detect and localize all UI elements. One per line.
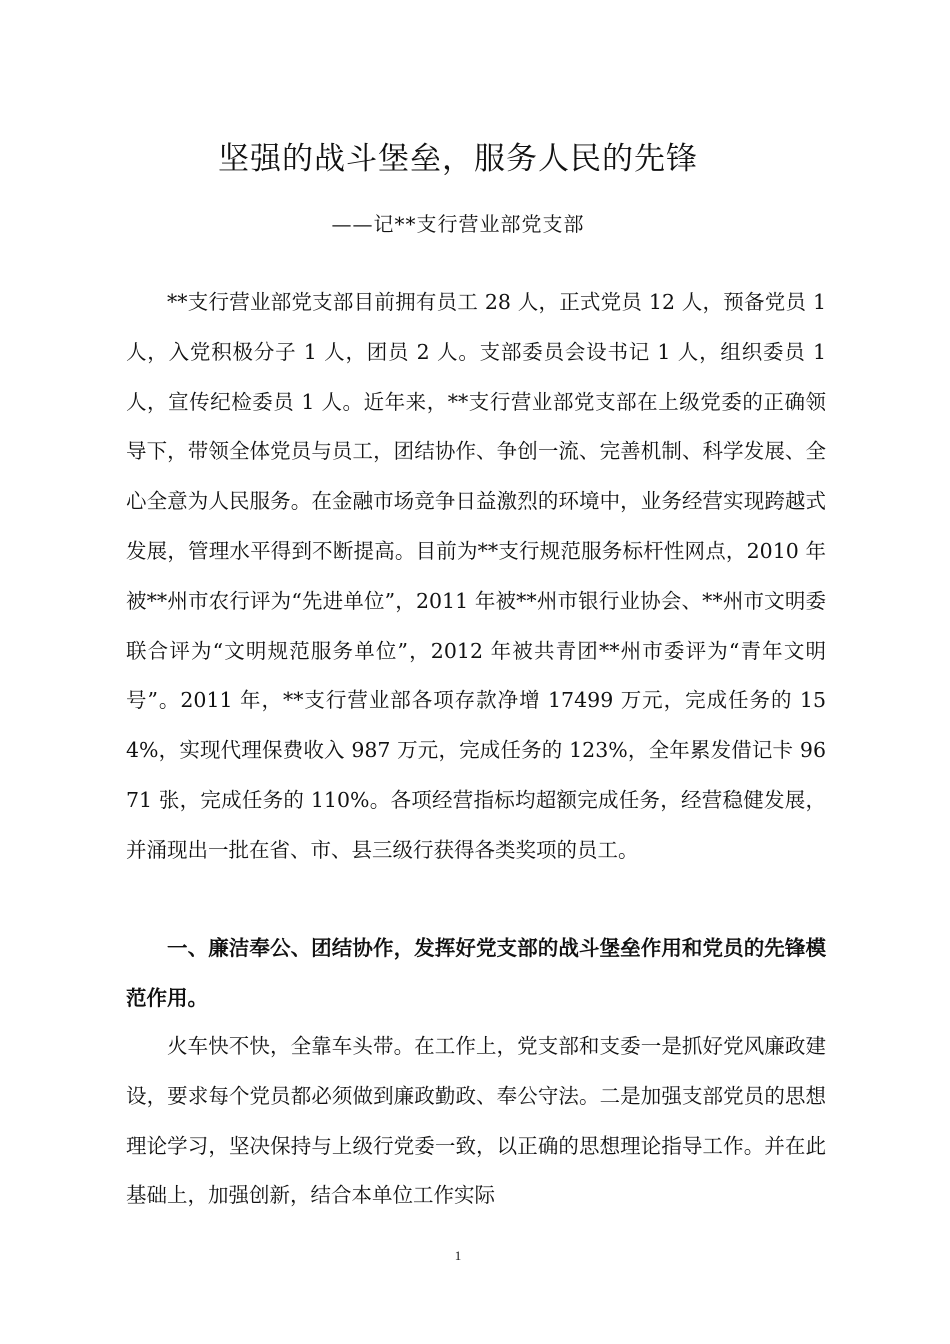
- document-title: 坚强的战斗堡垒，服务人民的先锋: [218, 141, 698, 177]
- document-subtitle: ——记**支行营业部党支部: [331, 212, 585, 236]
- body-paragraph-1: **支行营业部党支部目前拥有员工 28 人，正式党员 12 人，预备党员 1 人，入党积极分子 1 人，团员 2 人。支部委员会设书记 1 人，组织委员 1 人，宣传纪检委员 1 人。近年来，**支行营业部党支部在上级党委的正确领导下，带领全体党员与员工，团结协作、争创一流、完善机制、科学发展、全心全意为人民服务。在金融市场竞争日益激烈的环境中，业务经营实现跨越式发展，管理水平得到不断提高。目前为**支行规范服务标杆性网点，2010 年被**州市农行评为“先进单位”，2011 年被**州市银行业协会、**州市文明委联合评为“文明规范服务单位”，2012 年被共青团**州市委评为“青年文明号”。2011 年，**支行营业部各项存款净增 17499 万元，完成任务的 154%，实现代理保费收入 987 万元，完成任务的 123%，全年累发借记卡 9671 张，完成任务的 110%。各项经营指标均超额完成任务，经营稳健发展，并涌现出一批在省、市、县三级行获得各类奖项的员工。: [126, 290, 826, 862]
- section-heading: 一、廉洁奉公、团结协作，发挥好党支部的战斗堡垒作用和党员的先锋模范作用。: [126, 936, 826, 1010]
- page-number: 1: [454, 1248, 462, 1263]
- body-paragraph-2: 火车快不快，全靠车头带。在工作上，党支部和支委一是抓好党风廉政建设，要求每个党员都必须做到廉政勤政、奉公守法。二是加强支部党员的思想理论学习，坚决保持与上级行党委一致，以正确的思想理论指导工作。并在此基础上，加强创新，结合本单位工作实际: [126, 1034, 826, 1208]
